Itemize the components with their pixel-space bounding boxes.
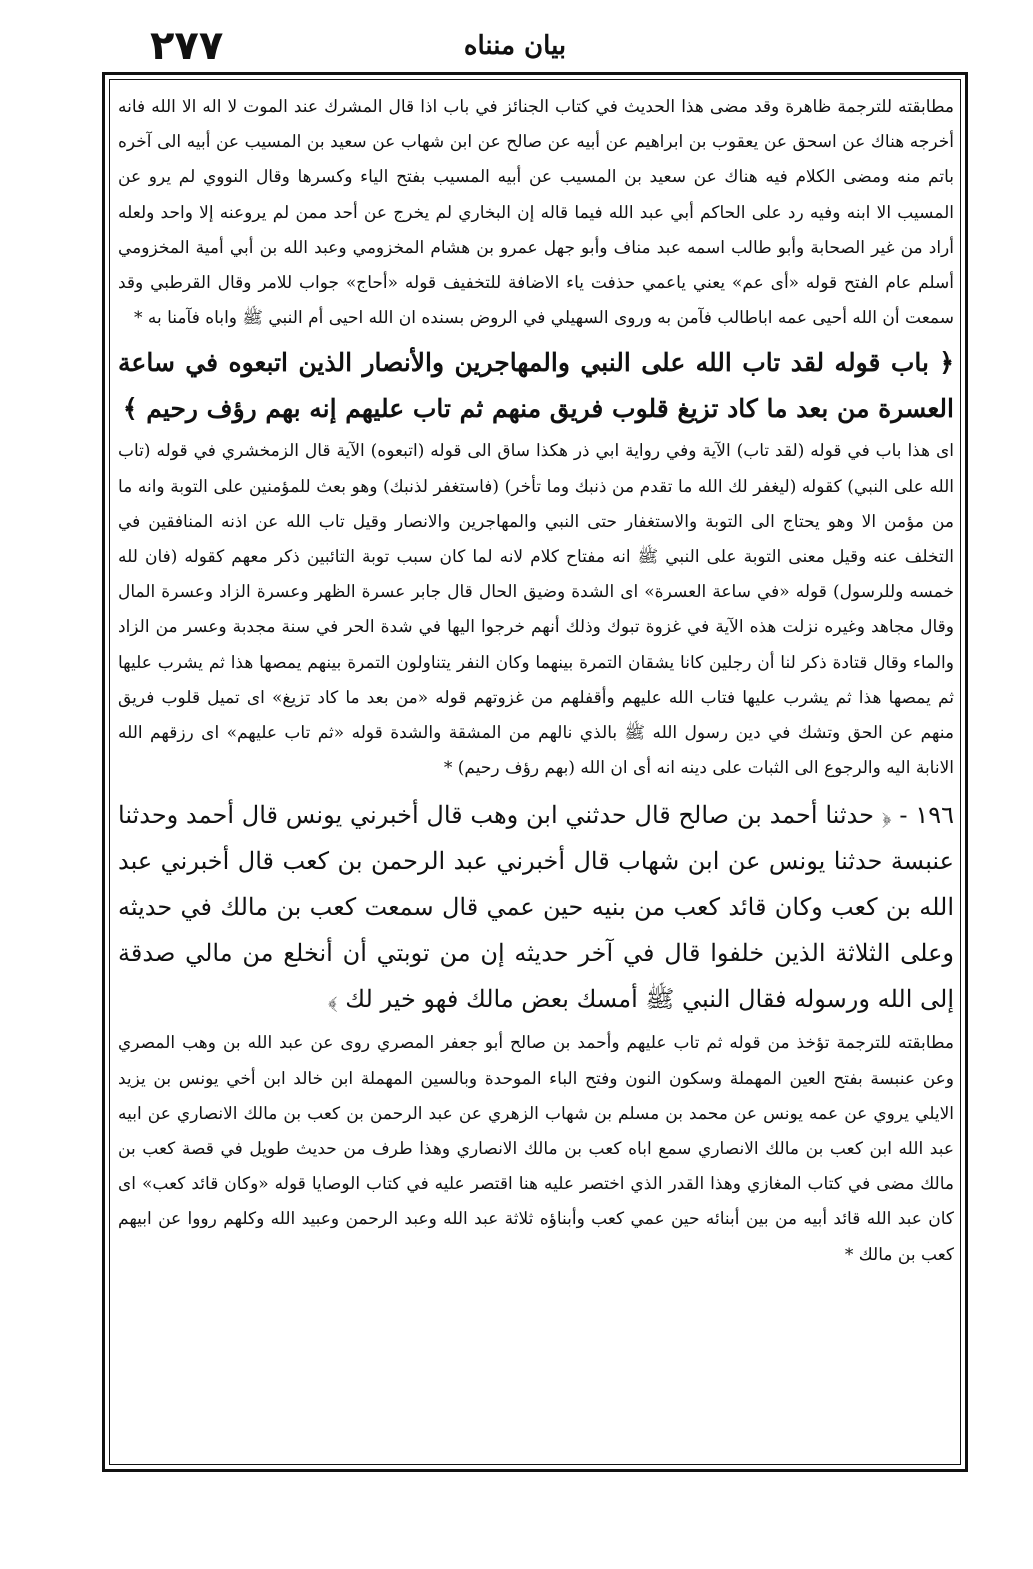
hadith-text: ١٩٦ - ﴿ حدثنا أحمد بن صالح قال حدثني ابن وهب قال أخبرني يونس قال أحمد وحدثنا عنبسة حدثنا يونس عن ابن شهاب قال أخبرني عبد الرحمن بن كعب قال أخبرني عبد الله بن كعب وكان قائد كعب من بنيه حين عمي قال سمعت كعب بن مالك في حديثه وعلى الثلاثة الذين خلفوا قال في آخر حديثه إن من توبتي أن أنخلع من مالي صدقة إلى الله ورسوله فقال النبي ﷺ أمسك بعض مالك فهو خير لك ﴾ bbox=[118, 801, 954, 1014]
text-body bbox=[118, 90, 954, 1460]
commentary-paragraph: مطابقته للترجمة تؤخذ من قوله ثم تاب عليهم وأحمد بن صالح أبو جعفر المصري روى عن عبد الله بن وهب المصري وعن عنبسة بفتح العين المهملة وسكون النون وفتح الباء الموحدة وبالسين المهملة ابن خالد ابن أخي يونس بن يزيد الايلي يروي عن عمه يونس عن محمد بن مسلم بن شهاب الزهري عن عبد الرحمن بن كعب بن مالك الانصاري عن ابيه عبد الله ابن كعب بن مالك الانصاري سمع اباه كعب بن مالك الانصاري وهذا طرف من حديث طويل في قصة كعب بن مالك مضى في كتاب المغازي وهذا القدر الذي اختصر عليه هنا اقتصر عليه في كتاب الوصايا قوله «وكان قائد كعب» اى كان عبد الله قائد أبيه من بين أبنائه حين عمي كعب وأبناؤه ثلاثة عبد الله وعبد الرحمن وعبيد الله وكلهم رووا عن ابيهم كعب بن مالك * bbox=[118, 1033, 954, 1265]
page-number: ٢٧٧ bbox=[150, 23, 224, 69]
page-header bbox=[60, 20, 970, 72]
chapter-heading: ﴿ باب قوله لقد تاب الله على النبي والمهاجرين والأنصار الذين اتبعوه في ساعة العسرة من بعد ما كاد تزيغ قلوب فريق منهم ثم تاب عليهم إنه بهم رؤف رحيم ﴾ bbox=[118, 348, 954, 424]
commentary-paragraph: مطابقته للترجمة ظاهرة وقد مضى هذا الحديث في كتاب الجنائز في باب اذا قال المشرك عند الموت لا اله الا الله فانه أخرجه هناك عن اسحق عن يعقوب بن ابراهيم عن أبيه عن صالح عن ابن شهاب عن سعيد بن المسيب عن أبيه الى آخره باتم منه ومضى الكلام فيه هناك عن سعيد بن المسيب عن أبيه المسيب بفتح الياء وكسرها وقال النووي لم يرو عن المسيب الا ابنه وفيه رد على الحاكم أبي عبد الله فيما قاله إن البخاري لم يخرج عن أحد ممن لم يروعنه إلا واحد ولعله أراد من غير الصحابة وأبو طالب اسمه عبد مناف وأبو جهل عمرو بن هشام المخزومي وعبد الله بن أبي أمية المخزومي أسلم عام الفتح قوله «أى عم» يعني ياعمي حذفت ياء الاضافة للتخفيف قوله «أحاج» جواب للامر وقال القرطبي وقد سمعت أن الله أحيى عمه اباطالب فآمن به وروى السهيلي في الروض بسنده ان الله احيى أم النبي ﷺ واباه فآمنا به * bbox=[118, 97, 954, 329]
running-title: بيان منناه bbox=[463, 31, 567, 61]
commentary-paragraph: اى هذا باب في قوله (لقد تاب) الآية وفي رواية ابي ذر هكذا ساق الى قوله (اتبعوه) الآية قال الزمخشري في قوله (تاب الله على النبي) كقوله (ليغفر لك الله ما تقدم من ذنبك وما تأخر) (فاستغفر لذنبك) وهو بعث للمؤمنين على التوبة وانه ما من مؤمن الا وهو يحتاج الى التوبة والاستغفار حتى النبي والمهاجرين والانصار وقيل تاب الله عن اذنه المنافقين في التخلف عنه وقيل معنى التوبة على النبي ﷺ انه مفتاح كلام لانه لما كان سبب توبة التائبين ذكر معهم كقوله (فان لله خمسه وللرسول) قوله «في ساعة العسرة» اى الشدة وضيق الحال قال جابر عسرة الظهر وعسرة الزاد وعسرة المال وقال مجاهد وغيره نزلت هذه الآية في غزوة تبوك وذلك أنهم خرجوا اليها في شدة الحر في سنة مجدبة وعسر من الزاد والماء وقال قتادة ذكر لنا أن رجلين كانا يشقان التمرة بينهما وكان النفر يتناولون التمرة بينهم يمصها هذا ثم يشرب عليها ثم يمصها هذا ثم يشرب عليها فتاب الله عليهم وأقفلهم من غزوتهم قوله «من بعد ما كاد تزيغ» اى تميل قلوب فريق منهم عن الحق وتشك في دين رسول الله ﷺ بالذي نالهم من المشقة والشدة قوله «ثم تاب عليهم» اى رزقهم الله الانابة اليه والرجوع الى الثبات على دينه انه أى ان الله (بهم رؤف رحيم) * bbox=[118, 441, 954, 779]
